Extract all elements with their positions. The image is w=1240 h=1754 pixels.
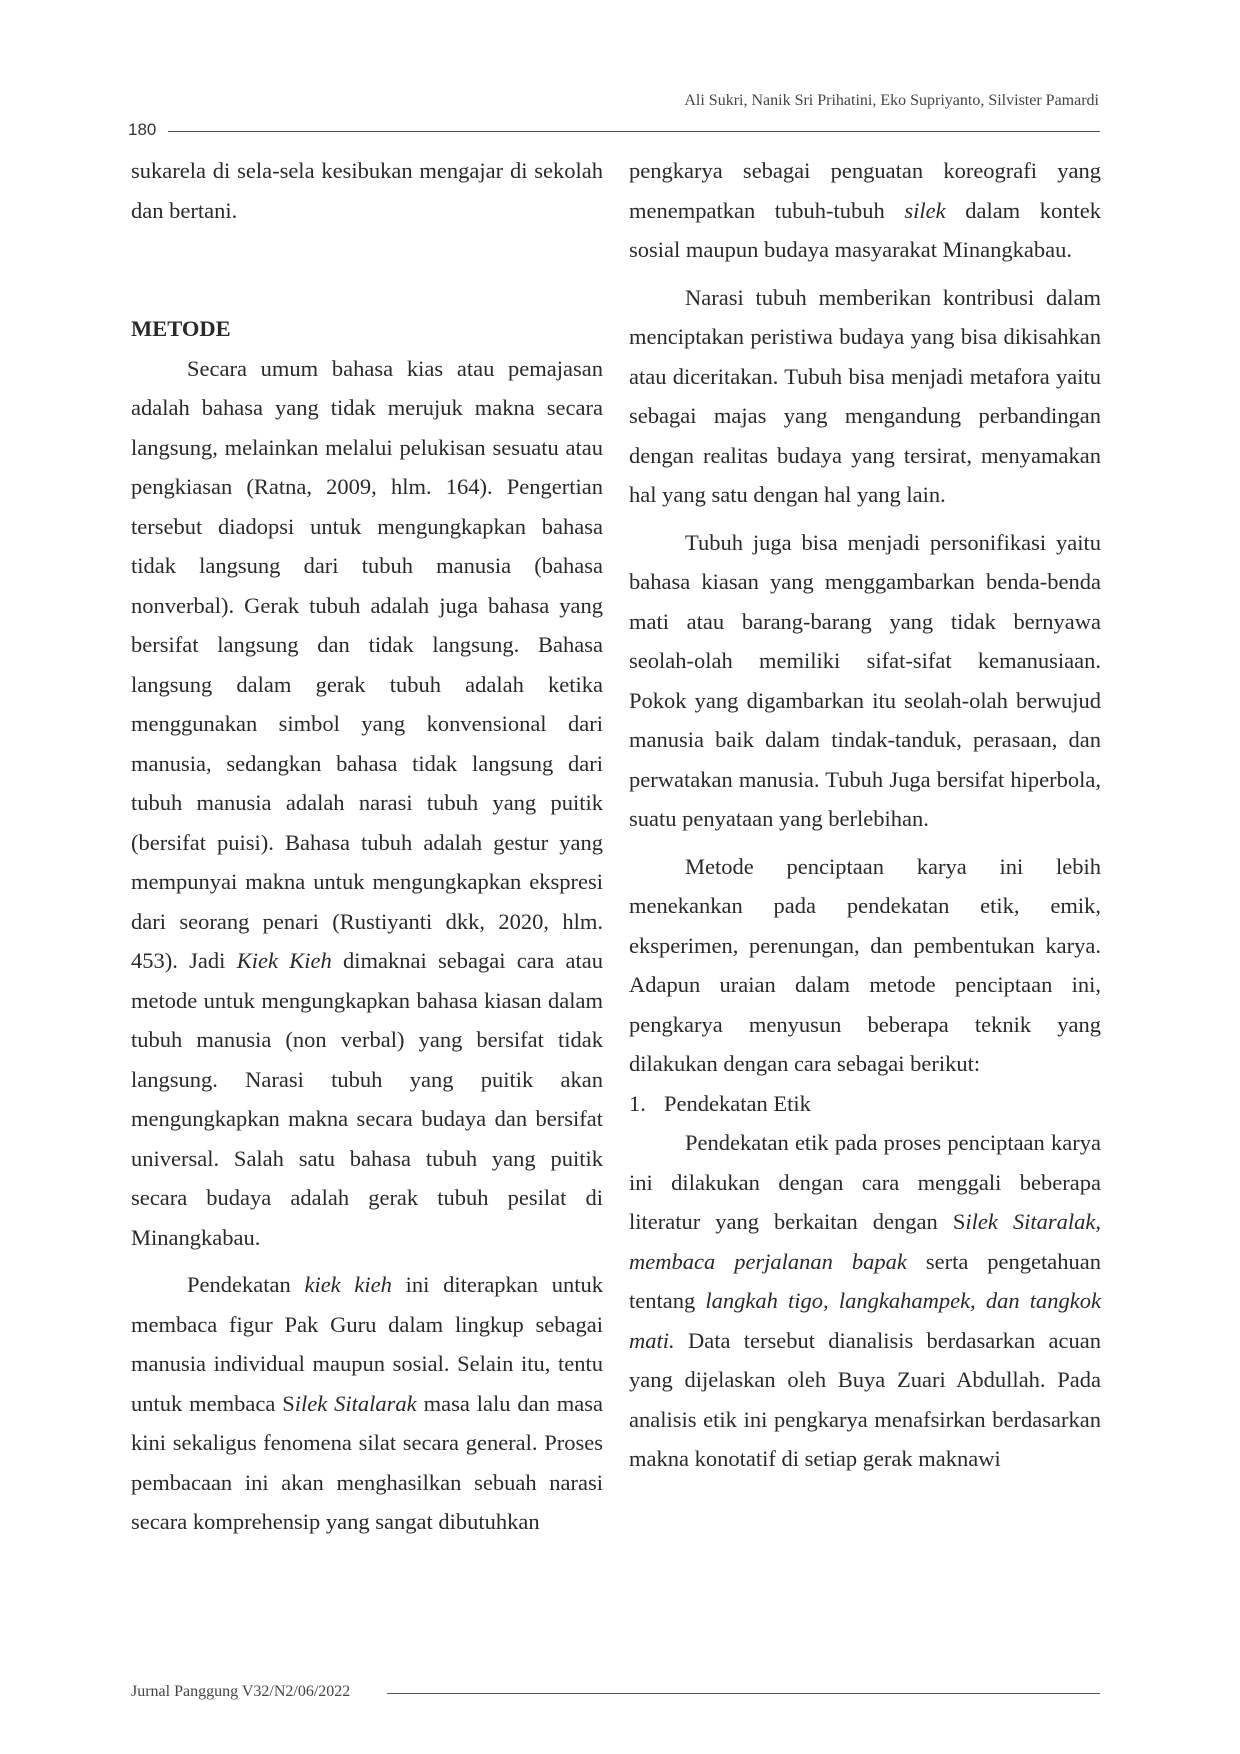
list-item-pendekatan-etik: [629, 1084, 1101, 1124]
paragraph-metode-1: Secara umum bahasa kias atau pemajasan adalah bahasa yang tidak merujuk makna secara langsung, melainkan melalui pelukisan sesuatu atau pengkiasan (Ratna, 2009, hlm. 164). Pengertian tersebut diadopsi untuk mengungkapkan bahasa tidak langsung dari tubuh manusia (bahasa nonverbal). Gerak tubuh adalah juga bahasa yang bersifat langsung dan tidak langsung. Bahasa langsung dalam gerak tubuh adalah ketika menggunakan simbol yang konvensional dari manusia, sedangkan bahasa tidak langsung dari tubuh manusia adalah narasi tubuh yang puitik (bersifat puisi). Bahasa tubuh adalah gestur yang mempunyai makna untuk mengungkapkan ekspresi dari seorang penari (Rustiyanti dkk, 2020, hlm. 453). Jadi Kiek Kieh dimaknai sebagai cara atau metode untuk mengungkapkan bahasa kiasan dalam tubuh manusia (non verbal) yang bersifat tidak langsung. Narasi tubuh yang puitik akan mengungkapkan makna secara budaya dan bersifat universal. Salah satu bahasa tubuh yang puitik secara budaya adalah gerak tubuh pesilat di Minangkabau.: [131, 355, 604, 1250]
paragraph-narasi-tubuh: Narasi tubuh memberikan kontribusi dalam menciptakan peristiwa budaya yang bisa dikisahkan atau diceritakan. Tubuh bisa menjadi metafora yaitu sebagai majas yang mengandung perbandingan dengan realitas budaya yang tersirat, menyamakan hal yang satu dengan hal yang lain.: [629, 284, 1101, 507]
page-number: 180: [128, 120, 157, 139]
paragraph-personifikasi: Tubuh juga bisa menjadi personifikasi yaitu bahasa kiasan yang menggambarkan benda-benda mati atau barang-barang yang tidak bernyawa seolah-olah memiliki sifat-sifat kemanusiaan. Pokok yang digambarkan itu seolah-olah berwujud manusia baik dalam tindak-tanduk, perasaan, dan perwatakan manusia. Tubuh Juga bersifat hiperbola, suatu penyataan yang berlebihan.: [629, 529, 1101, 831]
paragraph-right-continued: pengkarya sebagai penguatan koreografi yang menempatkan tubuh-tubuh silek dalam kontek sosial maupun budaya masyarakat Minangkabau.: [629, 158, 1102, 262]
paragraph-metode-penciptaan: Metode penciptaan karya ini lebih menekankan pada pendekatan etik, emik, eksperimen, perenungan, dan pembentukan karya. Adapun uraian dalam metode penciptaan ini, pengkarya menyusun beberapa teknik yang dilakukan dengan cara sebagai berikut:: [629, 853, 1101, 1076]
list-label: Pendekatan Etik: [664, 1090, 811, 1116]
list-number: 1.: [629, 1090, 646, 1116]
header-rule: [168, 131, 1100, 132]
right-column: [629, 151, 1101, 1479]
footer-rule: [387, 1693, 1100, 1694]
section-spacer: [131, 230, 603, 309]
left-column: [131, 151, 603, 1542]
paragraph-metode-2: Pendekatan kiek kieh ini diterapkan untuk membaca figur Pak Guru dalam lingkup sebagai manusia individual maupun sosial. Selain itu, tentu untuk membaca Silek Sitalarak masa lalu dan masa kini sekaligus fenomena silat secara general. Proses pembacaan ini akan menghasilkan sebuah narasi secara komprehensip yang sangat dibutuhkan: [131, 1272, 604, 1534]
running-head-authors: Ali Sukri, Nanik Sri Prihatini, Eko Supriyanto, Silvister Pamardi: [684, 92, 1099, 109]
paragraph-pendekatan-etik: Pendekatan etik pada proses penciptaan karya ini dilakukan dengan cara menggali beberapa literatur yang berkaitan dengan Silek Sitaralak, membaca perjalanan bapak serta pengetahuan tentang langkah tigo, langkahampek, dan tangkok mati. Data tersebut dianalisis berdasarkan acuan yang dijelaskan oleh Buya Zuari Abdullah. Pada analisis etik ini pengkarya menafsirkan berdasarkan makna konotatif di setiap gerak maknawi: [629, 1130, 1102, 1471]
paragraph-continued: sukarela di sela-sela kesibukan mengajar di sekolah dan bertani.: [131, 158, 603, 223]
footer-journal: Jurnal Panggung V32/N2/06/2022: [131, 1683, 351, 1700]
section-heading-metode: METODE: [131, 316, 231, 341]
